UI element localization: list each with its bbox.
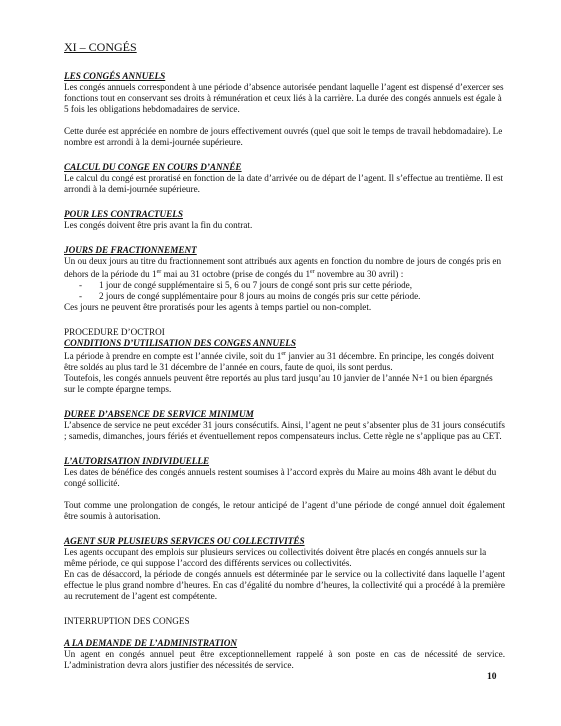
section-fractionnement [64, 245, 505, 313]
paragraph: L’absence de service ne peut excéder 31 jours consécutifs. Ainsi, l’agent ne peut s’absenter plus de 31 jours consécutifs ; samedis, dimanches, jours fériés et éventuellement repos compensateurs inclus. Cette règle ne s’applique pas au CET. [64, 420, 505, 442]
section-procedure [64, 327, 505, 395]
paragraph: Les congés doivent être pris avant la fin du contrat. [64, 220, 253, 230]
section-heading: CALCUL DU CONGE EN COURS D’ANNÉE [64, 162, 242, 172]
section-heading: LES CONGÉS ANNUELS [64, 71, 166, 81]
paragraph: Les dates de bénéfice des congés annuels restent soumises à l’accord exprès du Maire au moins 48h avant le début du congé sollicité. [64, 467, 497, 489]
paragraph: La période à prendre en compte est l’année civile, soit du 1er janvier au 31 décembre. En principe, les congés doivent être soldés au plus tard le 31 décembre de l’année en cours, faute de quoi, ils sont perdus. [64, 351, 494, 373]
paragraph: Les agents occupant des emplois sur plusieurs services ou collectivités doivent être placés en congés annuels sur la même période, ce qui suppose l’accord des différents services ou collectivités. [64, 547, 487, 569]
paragraph: Le calcul du congé est proratisé en fonction de la date d’arrivée ou de départ de l’agent. Il s’effectue au trentième. Il est arrondi à la demi-journée supérieure. [64, 173, 504, 194]
section-plusieurs-services [64, 536, 505, 602]
section-contractuels [64, 209, 505, 231]
section-conges-annuels [64, 71, 505, 148]
part-label: PROCEDURE D’OCTROI [64, 327, 165, 338]
paragraph: Ces jours ne peuvent être proratisés pour les agents à temps partiel ou non-complet. [64, 302, 372, 313]
paragraph: Un agent en congés annuel peut être exceptionnellement rappelé à son poste en cas de nécessité de service. L’administration devra alors justifier des nécessités de service. [64, 649, 505, 671]
paragraph: Les congés annuels correspondent à une période d’absence autorisée pendant laquelle l’agent est dispensé d’exercer ses fonctions tout en conservant ses droits à rémunération et ceux liés à la carrière. La durée des congés annuels est égale à 5 fois les obligations hebdomadaires de service. [64, 82, 504, 114]
paragraph: Toutefois, les congés annuels peuvent être reportés au plus tard jusqu’au 10 janvier de l’année N+1 ou bien épargnés sur le compte épargne temps. [64, 373, 493, 395]
section-heading: DUREE D’ABSENCE DE SERVICE MINIMUM [64, 409, 254, 420]
section-heading: POUR LES CONTRACTUELS [64, 209, 183, 219]
section-heading: AGENT SUR PLUSIEURS SERVICES OU COLLECTIVITÉS [64, 536, 305, 547]
fractionnement-list [64, 280, 505, 302]
paragraph: En cas de désaccord, la période de congés annuels est déterminée par le service ou la collectivité dans laquelle l’agent effectue le plus grand nombre d’heures. En cas d’égalité du nombre d’heures, la collectivité qui a procédé à la première au recrutement de l’agent est compétente. [64, 569, 505, 602]
section-heading: A LA DEMANDE DE L’ADMINISTRATION [64, 638, 238, 649]
section-heading: L’AUTORISATION INDIVIDUELLE [64, 456, 210, 467]
paragraph: Tout comme une prolongation de congés, le retour anticipé de l’agent d’une période de congé annuel doit également être soumis à autorisation. [64, 500, 505, 522]
chapter-title: XI – CONGÉS [64, 40, 137, 54]
list-item: - 2 jours de congé supplémentaire pour 8 jours au moins de congés pris sur cette période. [79, 291, 421, 302]
section-heading: CONDITIONS D’UTILISATION DES CONGES ANNUELS [64, 338, 296, 349]
section-duree [64, 409, 505, 442]
paragraph: Un ou deux jours au titre du fractionnement sont attribués aux agents en fonction du nombre de jours de congés pris en dehors de la période du 1er mai au 31 octobre (prise de congés du 1er novembre au 30 avril) : [64, 256, 502, 280]
paragraph: Cette durée est appréciée en nombre de jours effectivement ouvrés (quel que soit le temps de travail hebdomadaire). Le nombre est arrondi à la demi-journée supérieure. [64, 126, 503, 147]
section-autorisation [64, 456, 505, 522]
section-heading: JOURS DE FRACTIONNEMENT [64, 245, 197, 255]
page-number: 10 [487, 672, 497, 682]
section-calcul [64, 162, 505, 195]
document-page [64, 40, 505, 671]
part-label: INTERRUPTION DES CONGES [64, 616, 190, 627]
section-interruption [64, 616, 505, 671]
list-item: - 1 jour de congé supplémentaire si 5, 6 ou 7 jours de congé sont pris sur cette période, [79, 280, 413, 291]
